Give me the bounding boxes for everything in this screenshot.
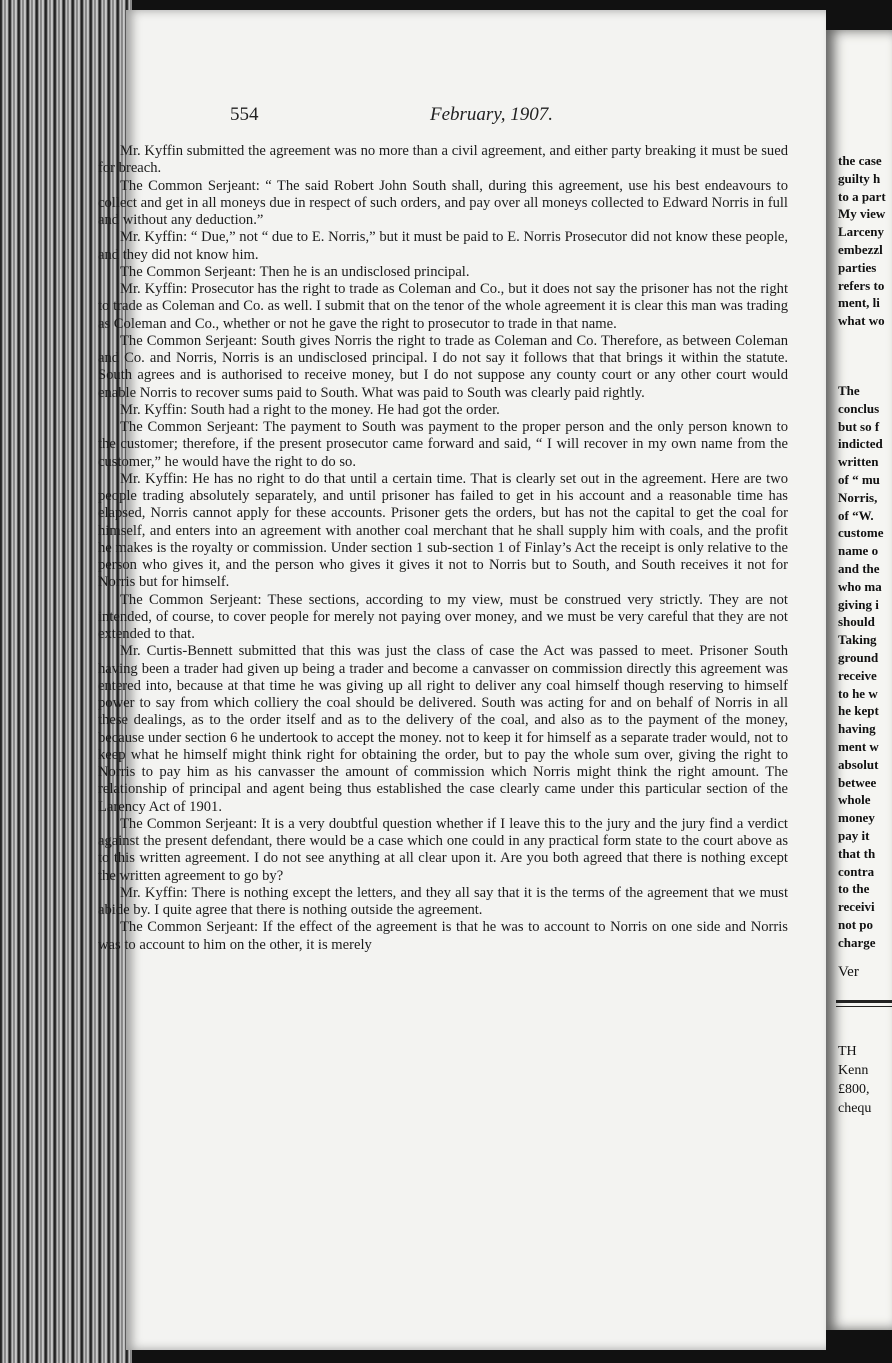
right-page-line: to the (838, 881, 870, 897)
right-page-line: £800, (838, 1082, 870, 1097)
right-page-line: The (838, 383, 860, 398)
paragraph: Mr. Kyffin: South had a right to the money. He had got the order. (120, 401, 500, 418)
right-page-line: Norris, (838, 489, 878, 505)
right-page-line: who ma (838, 578, 882, 594)
right-page-line: of “ mu (838, 471, 880, 487)
paragraph: The Common Serjeant: “ The said Robert John South shall, during this agreement, use his best endeavours to collect and get in all moneys due in respect of such orders, and pay over all moneys collected to Edward Norris in full and without any deduction.” (98, 177, 788, 228)
right-page-line: chequ (838, 1101, 872, 1116)
right-page-line: Larceny (838, 224, 884, 240)
paragraph: Mr. Curtis-Bennett submitted that this was just the class of case the Act was passed to meet. Prisoner South having been a trader had given up being a trader and become a canvasser on commission directly this agreement was entered into, because at that time he was giving up all right to deliver any coal himself though reserving to himself power to say from which colliery the coal should be delivered. South was acting for and on behalf of Norris in all these dealings, as to the order itself and as to the delivery of the coal, and also as to the payment of the money, because under section 6 he undertook to accept the money. not to keep it for himself as a separate trader would, not to keep what he himself might think right for obtaining the order, but to pay the whole sum over, giving the right to Norris to pay him as his canvasser the amount of commission which Norris might think the right amount. The relationship of principal and agent being thus established the case clearly came under this particular section of the Larency Act of 1901. (98, 643, 788, 815)
right-page-line: having (838, 721, 876, 737)
paragraph: Mr. Kyffin submitted the agreement was no more than a civil agreement, and either party breaking it must be sued for breach. (98, 143, 788, 177)
paragraph: The Common Serjeant: The payment to South was payment to the proper person and the only person known to the customer; therefore, if the present prosecutor came forward and said, “ I will recover in my own name from the customer,” he would have the right to do so. (98, 419, 788, 470)
right-page-line: conclus (838, 400, 880, 416)
right-page-line: but so f (838, 418, 880, 434)
paragraph: Mr. Kyffin: Prosecutor has the right to trade as Coleman and Co., but it does not say the prisoner has not the right to trade as Coleman and Co. as well. I submit that on the tenor of the whole agreement it is clear this man was trading as Coleman and Co., whether or not he gave the right to prosecutor to trade in that name. (98, 281, 788, 332)
paragraph: Mr. Kyffin: “ Due,” not “ due to E. Norris,” but it must be paid to E. Norris Prosecutor did not know these people, and they did not know him. (98, 229, 788, 263)
right-page-line: contra (838, 863, 875, 879)
paragraph: Mr. Kyffin: There is nothing except the letters, and they all say that it is the terms of the agreement that we must abide by. I quite agree that there is nothing outside the agreement. (98, 884, 788, 918)
right-page-line: indicted (838, 436, 883, 452)
paragraph: The Common Serjeant: If the effect of the agreement is that he was to account to Norris on one side and Norris was to account to him on the other, it is merely (98, 919, 788, 953)
page-header (230, 104, 790, 132)
right-page-line: should (838, 614, 875, 630)
right-page-line: embezzl (838, 241, 883, 257)
right-page-line: custome (838, 525, 884, 541)
right-page-line: whole (838, 792, 871, 808)
right-page-verdict-fragment: Ver (838, 963, 859, 980)
right-page-line: that th (838, 845, 876, 861)
right-page-line: what wo (838, 313, 885, 329)
right-page-line: ground (838, 649, 879, 665)
paragraph: The Common Serjeant: Then he is an undisclosed principal. (120, 263, 470, 280)
right-page-line: written (838, 454, 879, 470)
right-page-line: giving i (838, 596, 879, 612)
right-page-line: receivi (838, 899, 875, 915)
right-page-text-upper (838, 152, 892, 330)
right-page-text-lower (838, 382, 892, 981)
page-body-text (98, 143, 788, 954)
right-page-line: name o (838, 543, 879, 559)
section-rule (836, 1000, 892, 1003)
right-page-line: money (838, 810, 875, 826)
paragraph: Mr. Kyffin: He has no right to do that until a certain time. That is clearly set out in the agreement. Here are two people trading absolutely separately, and until prisoner has failed to get in his account and a reasonable time has elapsed, Norris cannot apply for these accounts. Prisoner gets the orders, but has not the capital to get the coal for himself, and enters into an agreement with another coal merchant that he shall supply him with coals, and the profit he makes is the royalty or commission. Under section 1 sub-section 1 of Finlay’s Act the receipt is only relative to the person who gives it, and the person who gives it gives it not to Norris but to South, and South receives it not for Norris but for himself. (98, 470, 788, 591)
paragraph: The Common Serjeant: It is a very doubtful question whether if I leave this to the jury and the jury find a verdict against the present defendant, there would be a case which one could in any practical form state to the court above as to this written agreement. I do not see anything at all clear upon it. Are you both agreed that there is nothing except the written agreement to go by? (98, 815, 788, 884)
book-page-right-edge (826, 30, 892, 1330)
right-page-line: to he w (838, 685, 878, 701)
right-page-line: and the (838, 560, 880, 576)
right-page-line: pay it (838, 827, 870, 843)
page-number: 554 (230, 104, 259, 125)
paragraph: The Common Serjeant: South gives Norris the right to trade as Coleman and Co. Therefore, as between Coleman and Co. and Norris, Norris is an undisclosed principal. I do not say it follows that that brings it within the statute. South agrees and is authorised to receive money, but I do not suppose any county court or any other court would enable Norris to recover sums paid to South. What was paid to South was clearly paid rightly. (98, 332, 788, 401)
right-page-line: Taking (838, 632, 877, 648)
running-head-date: February, 1907. (430, 104, 553, 125)
right-page-line: betwee (838, 774, 877, 790)
right-page-line: absolut (838, 756, 879, 772)
right-page-line: receive (838, 667, 877, 683)
right-page-line: parties (838, 259, 877, 275)
right-page-line: charge (838, 934, 876, 950)
right-page-line: to a part (838, 188, 886, 204)
right-page-line: he kept (838, 703, 879, 719)
section-rule-thin (836, 1006, 892, 1007)
right-page-line: of “W. (838, 507, 874, 523)
right-page-line: the case (838, 153, 882, 168)
right-page-line: Kenn (838, 1063, 869, 1078)
paragraph: The Common Serjeant: These sections, according to my view, must be construed very strictly. They are not intended, of course, to cover people for merely not paying over money, and we must be very careful that they are not extended to that. (98, 591, 788, 642)
right-page-line: My view (838, 206, 886, 222)
right-page-line: guilty h (838, 170, 881, 186)
right-page-line: TH (838, 1044, 857, 1059)
right-page-text-bottom (838, 1042, 892, 1118)
right-page-line: ment, li (838, 295, 880, 311)
right-page-line: not po (838, 916, 874, 932)
right-page-line: refers to (838, 277, 885, 293)
right-page-line: ment w (838, 738, 879, 754)
